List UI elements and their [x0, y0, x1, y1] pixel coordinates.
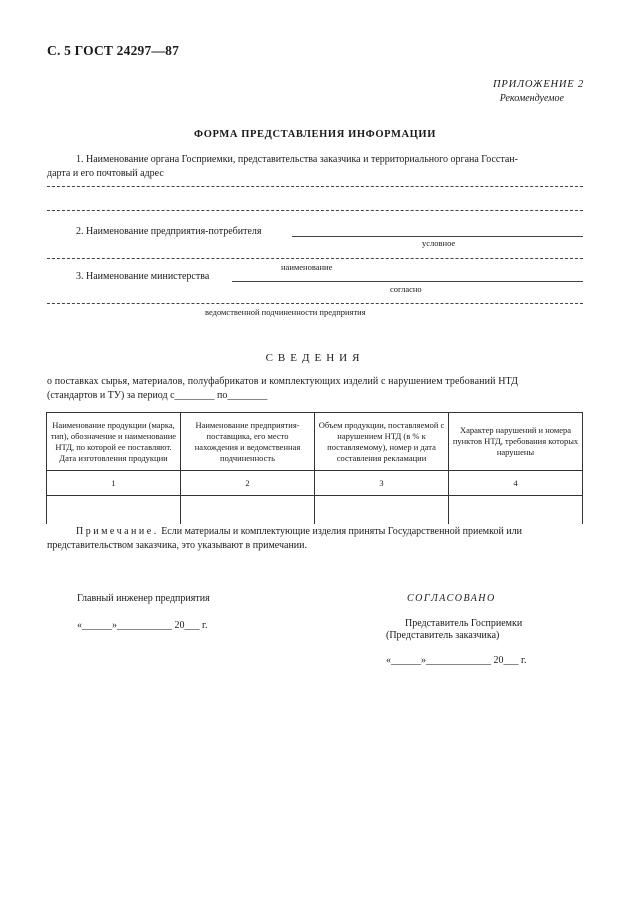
chief-engineer-title: Главный инженер предприятия [77, 593, 210, 604]
page-header: С. 5 ГОСТ 24297—87 [47, 43, 180, 58]
table-column-number: 1 [47, 471, 181, 496]
table-empty-cell [315, 496, 449, 525]
fill-line [292, 236, 583, 237]
fill-line [232, 281, 583, 282]
gospriemka-representative: Представитель Госприемки [405, 618, 523, 629]
approval-date: «______»_____________ 20___ г. [386, 655, 527, 666]
note-line2: представительством заказчика, это указывают в примечании. [47, 540, 308, 551]
form-title: ФОРМА ПРЕДСТАВЛЕНИЯ ИНФОРМАЦИИ [194, 129, 436, 140]
fill-line [47, 258, 583, 259]
item3-caption-2: ведомственной подчиненности предприятия [205, 307, 366, 317]
table-header-cell: Характер нарушений и номера пунктов НТД, требования которых нарушены [449, 413, 583, 471]
table-empty-cell [449, 496, 583, 525]
fill-line [47, 303, 583, 304]
item2-caption-1: условное [422, 238, 456, 248]
svedeniya-line2: (стандартов и ТУ) за период с________ по________ [47, 390, 268, 401]
table-header-cell: Наименование продукции (марка, тип), обозначение и наименование НТД, по которой ее поставляют. Дата изготовления продукции [47, 413, 181, 471]
customer-representative: (Представитель заказчика) [386, 630, 500, 641]
note-label: Примечание. [76, 526, 159, 537]
item3-caption-1: согласно [390, 284, 422, 294]
approved-title: СОГЛАСОВАНО [407, 593, 496, 604]
item1-text-line2: дарта и его почтовый адрес [47, 168, 164, 179]
appendix-title: ПРИЛОЖЕНИЕ 2 [493, 79, 584, 90]
fill-line [47, 186, 583, 187]
note-text: Если материалы и комплектующие изделия приняты Государственной приемкой или [161, 526, 522, 537]
table-column-number: 2 [181, 471, 315, 496]
note-line1 [76, 526, 522, 537]
appendix-subtitle: Рекомендуемое [499, 93, 564, 104]
table-header-cell: Наименование предприятия-поставщика, его место нахождения и ведомственная подчиненность [181, 413, 315, 471]
table-column-number: 4 [449, 471, 583, 496]
item2-label: 2. Наименование предприятия-потребителя [76, 226, 262, 237]
svedeniya-line1: о поставках сырья, материалов, полуфабрикатов и комплектующих изделий с нарушением требований НТД [47, 376, 519, 387]
item2-caption-2: наименование [281, 262, 333, 272]
svedeniya-title: СВЕДЕНИЯ [265, 352, 365, 364]
table-empty-cell [47, 496, 181, 525]
table-empty-cell [181, 496, 315, 525]
fill-line [47, 210, 583, 211]
item3-label: 3. Наименование министерства [76, 271, 210, 282]
chief-engineer-date: «______»___________ 20___ г. [77, 620, 208, 631]
table-column-number: 3 [315, 471, 449, 496]
supply-violations-table [46, 412, 583, 524]
item1-text-line1: 1. Наименование органа Госприемки, представительства заказчика и территориального органа Госстан- [76, 154, 518, 165]
table-header-cell: Объем продукции, поставляемой с нарушением НТД (в % к поставляемому), номер и дата составления рекламации [315, 413, 449, 471]
